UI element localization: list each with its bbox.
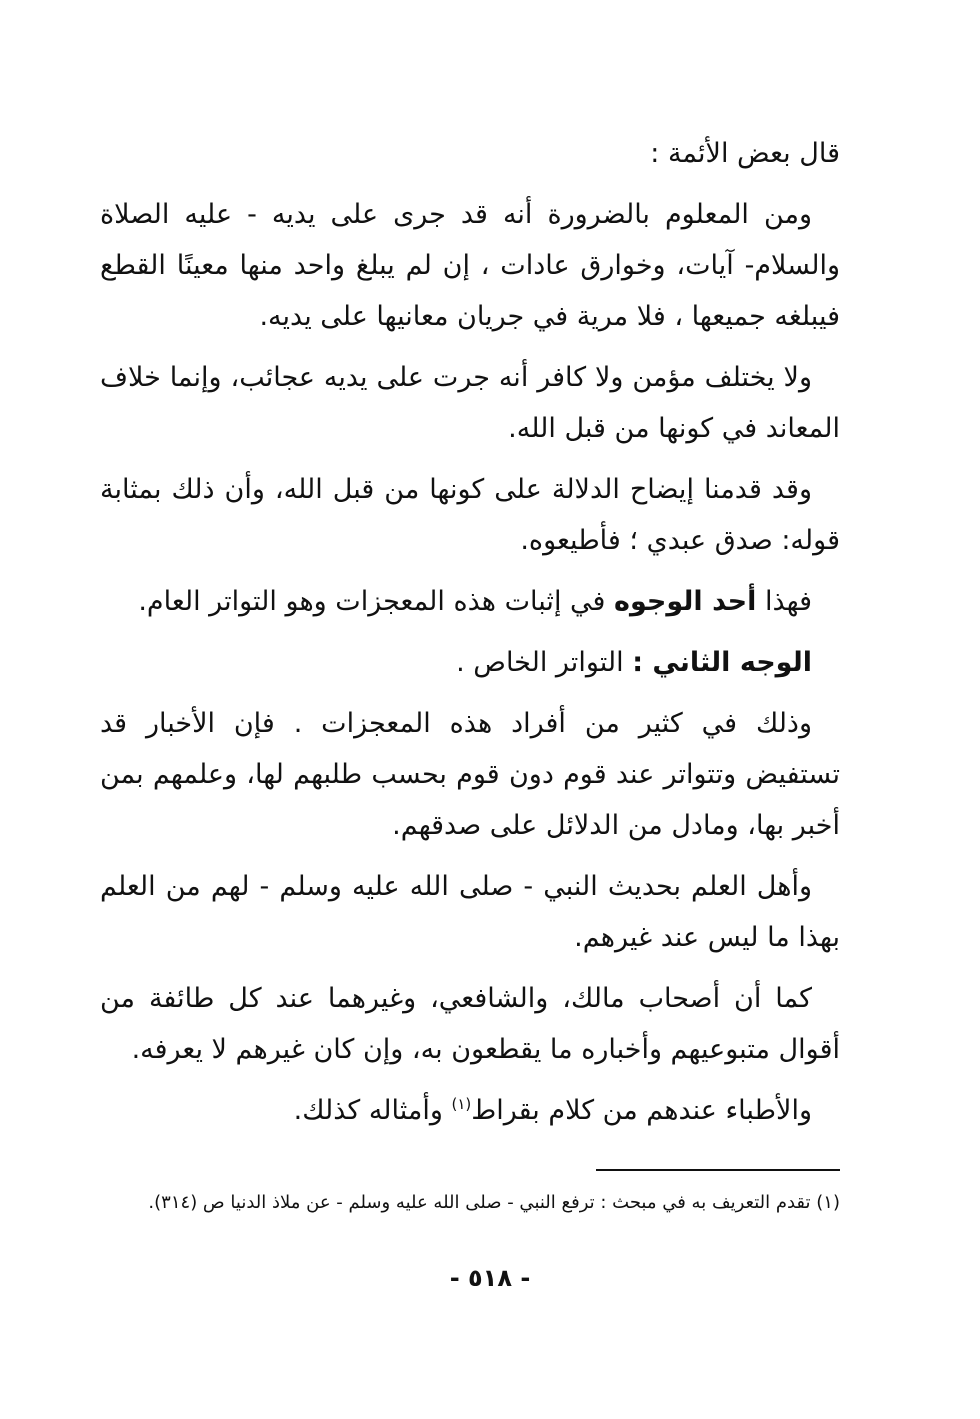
footnote: (١) تقدم التعريف به في مبحث : ترفع النبي - صلى الله عليه وسلم - عن ملاذ الدنيا ص (٣١٤). [148,1192,840,1213]
paragraph-9-pre: والأطباء عندهم من كلام بقراط [471,1095,812,1126]
paragraph-6: وذلك في كثير من أفراد هذه المعجزات . فإن الأخبار قد تستفيض وتتواتر عند قوم دون قوم بحسب طلبهم لها، وعلمهم بمن أخبر بها، ومادل من الدلائل على صدقهم. [100,708,840,841]
paragraph-4-post: في إثبات هذه المعجزات وهو التواتر العام. [138,586,615,617]
footnote-ref: (١) [451,1095,472,1113]
paragraph-4-bold: أحد الوجوه [614,586,757,617]
paragraph-1: ومن المعلوم بالضرورة أنه قد جرى على يديه - عليه الصلاة والسلام- آيات، وخوارق عادات ، إن لم يبلغ واحد منها معينًا القطع فيبلغه جميعها ، فلا مرية في جريان معانيها على يديه. [100,199,840,332]
paragraph-9-post: وأمثاله كذلك. [293,1095,452,1126]
page-number: - ٥١٨ - [449,1264,531,1292]
paragraph-9 [100,1085,840,1136]
paragraph-5-post: التواتر الخاص . [456,647,633,678]
paragraph-8: كما أن أصحاب مالك، والشافعي، وغيرهما عند كل طائفة من أقوال متبوعيهم وأخباره ما يقطعون به، وإن كان غيرهم لا يعرفه. [100,983,840,1065]
section-heading: الوجه الثاني : [632,647,812,678]
paragraph-7: وأهل العلم بحديث النبي - صلى الله عليه وسلم - لهم من العلم بهذا ما ليس عند غيرهم. [100,871,840,953]
paragraph-3: وقد قدمنا إيضاح الدلالة على كونها من قبل الله، وأن ذلك بمثابة قوله: صدق عبدي ؛ فأطيعوه. [100,474,840,556]
paragraph-5 [100,637,840,688]
intro-line: قال بعض الأئمة : [650,138,840,169]
paragraph-4-pre: فهذا [756,586,812,617]
paragraph-2: ولا يختلف مؤمن ولا كافر أنه جرت على يديه عجائب، وإنما خلاف المعاند في كونها من قبل الله. [100,362,840,444]
paragraph-4 [100,576,840,627]
footnote-divider [596,1169,840,1171]
main-text [100,128,840,1146]
